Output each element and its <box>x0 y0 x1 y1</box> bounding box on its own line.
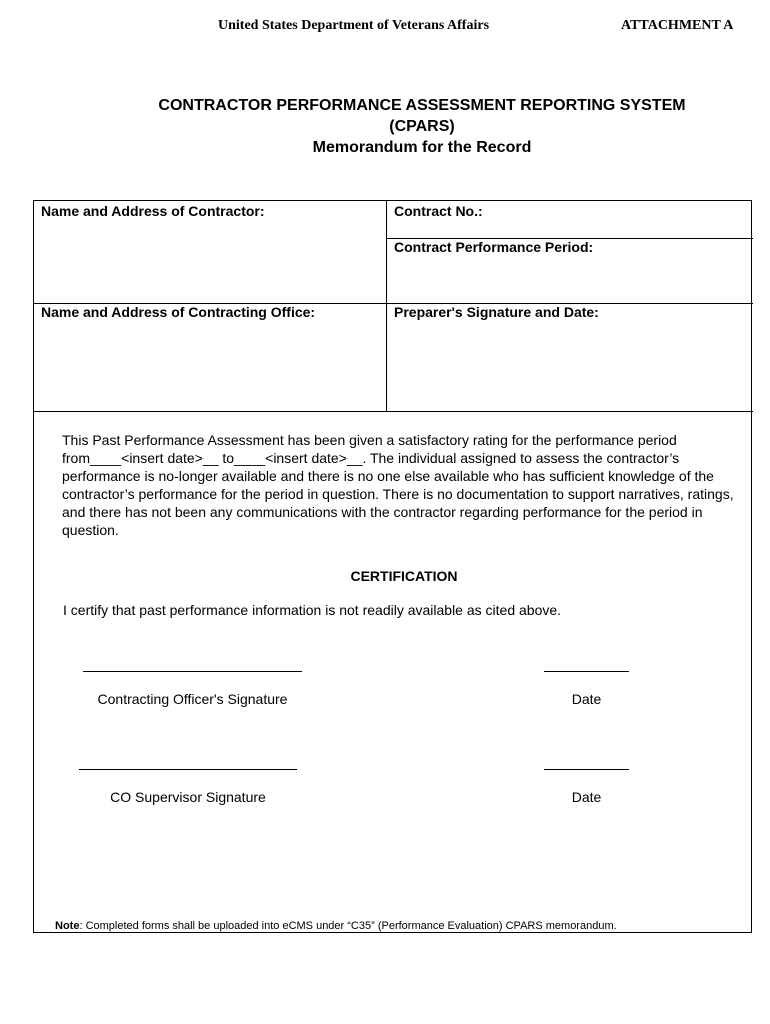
upload-note <box>55 920 617 932</box>
preparer-signature-field[interactable]: Preparer's Signature and Date: <box>394 304 599 320</box>
assessment-paragraph: This Past Performance Assessment has been given a satisfactory rating for the performance period from____<insert date>__ to____<insert date>__. The individual assigned to assess the contractor’s performance is no-longer available and there is no one else available who has sufficient knowledge of the contractor’s performance for the period in question. There is no documentation to support narratives, ratings, and there has not been any communications with the contractor regarding performance for the period in question. <box>62 432 734 538</box>
row-divider-bottom <box>34 411 753 412</box>
co-signature-line[interactable] <box>83 671 302 672</box>
attachment-label: ATTACHMENT A <box>621 18 734 33</box>
supervisor-signature-label: CO Supervisor Signature <box>110 789 266 805</box>
co-date-label: Date <box>571 691 602 707</box>
contract-no-field[interactable]: Contract No.: <box>394 203 483 219</box>
title-line-1: CONTRACTOR PERFORMANCE ASSESSMENT REPORTING SYSTEM <box>158 97 686 114</box>
department-header: United States Department of Veterans Affairs <box>218 18 490 33</box>
supervisor-date-label: Date <box>571 789 602 805</box>
co-date-line[interactable] <box>544 671 629 672</box>
performance-period-field[interactable]: Contract Performance Period: <box>394 239 594 255</box>
supervisor-signature-line[interactable] <box>79 769 297 770</box>
certification-heading: CERTIFICATION <box>350 568 458 584</box>
co-signature-label: Contracting Officer's Signature <box>97 691 288 707</box>
memorandum-form <box>33 200 752 933</box>
certification-statement: I certify that past performance information is not readily available as cited above. <box>63 602 562 618</box>
title-line-3: Memorandum for the Record <box>312 139 532 156</box>
note-text: : Completed forms shall be uploaded into eCMS under “C35” (Performance Evaluation) CPARS memorandum. <box>79 920 617 932</box>
contractor-name-address-field[interactable]: Name and Address of Contractor: <box>41 203 265 219</box>
contracting-office-field[interactable]: Name and Address of Contracting Office: <box>41 304 316 320</box>
note-label: Note <box>55 920 80 932</box>
supervisor-date-line[interactable] <box>544 769 629 770</box>
document-title <box>100 95 744 158</box>
column-divider <box>386 201 387 411</box>
title-line-2: (CPARS) <box>389 118 455 135</box>
